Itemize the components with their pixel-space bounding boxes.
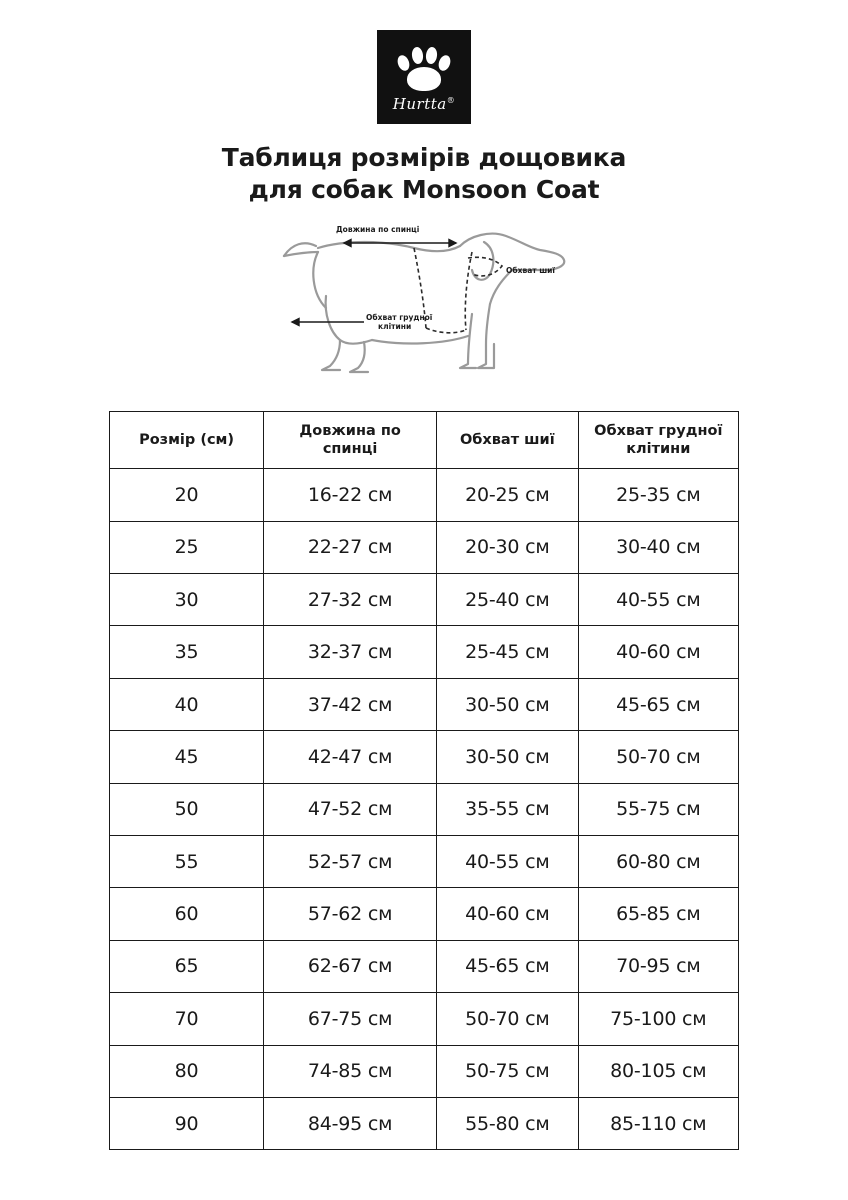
table-row <box>110 731 739 783</box>
cell-chest: 45-65 см <box>578 678 738 730</box>
cell-neck: 55-80 см <box>437 1097 579 1149</box>
cell-neck: 25-40 см <box>437 574 579 626</box>
hurtta-logo <box>377 30 471 124</box>
cell-size: 45 <box>110 731 264 783</box>
cell-size: 25 <box>110 521 264 573</box>
cell-chest: 50-70 см <box>578 731 738 783</box>
cell-neck: 30-50 см <box>437 678 579 730</box>
cell-neck: 45-65 см <box>437 940 579 992</box>
cell-neck: 50-70 см <box>437 993 579 1045</box>
brand-wordmark: Hurtta® <box>392 94 456 113</box>
header-size: Розмір (см) <box>110 412 264 469</box>
diagram-label-chest-line1: Обхват грудної <box>366 313 433 322</box>
table-row <box>110 626 739 678</box>
cell-chest: 40-55 см <box>578 574 738 626</box>
cell-size: 90 <box>110 1097 264 1149</box>
cell-back-length: 84-95 см <box>264 1097 437 1149</box>
table-row <box>110 783 739 835</box>
cell-size: 50 <box>110 783 264 835</box>
dog-outline-illustration <box>244 218 604 398</box>
header-back-length-line2: спинці <box>322 441 378 458</box>
table-row <box>110 940 739 992</box>
cell-back-length: 52-57 см <box>264 835 437 887</box>
size-table-body <box>110 469 739 1150</box>
table-header-row <box>110 412 739 469</box>
header-chest-line1: Обхват грудної <box>594 423 723 439</box>
cell-neck: 40-55 см <box>437 835 579 887</box>
cell-back-length: 22-27 см <box>264 521 437 573</box>
cell-size: 55 <box>110 835 264 887</box>
cell-size: 65 <box>110 940 264 992</box>
cell-chest: 25-35 см <box>578 469 738 521</box>
cell-chest: 30-40 см <box>578 521 738 573</box>
table-row <box>110 1045 739 1097</box>
table-row <box>110 993 739 1045</box>
cell-chest: 80-105 см <box>578 1045 738 1097</box>
cell-back-length: 42-47 см <box>264 731 437 783</box>
cell-chest: 70-95 см <box>578 940 738 992</box>
table-row <box>110 678 739 730</box>
cell-neck: 40-60 см <box>437 888 579 940</box>
page-title-line-2: для собак Monsoon Coat <box>248 175 600 204</box>
cell-chest: 75-100 см <box>578 993 738 1045</box>
cell-size: 40 <box>110 678 264 730</box>
table-row <box>110 574 739 626</box>
cell-back-length: 27-32 см <box>264 574 437 626</box>
diagram-label-back-length: Довжина по спинці <box>336 225 420 234</box>
cell-size: 60 <box>110 888 264 940</box>
measurement-diagram <box>0 218 848 403</box>
cell-chest: 85-110 см <box>578 1097 738 1149</box>
header-back-length-line1: Довжина по <box>299 423 401 439</box>
cell-size: 20 <box>110 469 264 521</box>
cell-back-length: 37-42 см <box>264 678 437 730</box>
cell-chest: 60-80 см <box>578 835 738 887</box>
table-row <box>110 469 739 521</box>
cell-back-length: 57-62 см <box>264 888 437 940</box>
header-neck: Обхват шиї <box>437 412 579 469</box>
cell-chest: 65-85 см <box>578 888 738 940</box>
table-row <box>110 1097 739 1149</box>
table-row <box>110 835 739 887</box>
cell-size: 30 <box>110 574 264 626</box>
cell-neck: 25-45 см <box>437 626 579 678</box>
size-table-container <box>109 411 739 1150</box>
cell-back-length: 62-67 см <box>264 940 437 992</box>
size-table-head <box>110 412 739 469</box>
paw-icon <box>396 46 452 92</box>
header-back-length <box>264 412 437 469</box>
cell-neck: 20-25 см <box>437 469 579 521</box>
header-chest <box>578 412 738 469</box>
cell-chest: 55-75 см <box>578 783 738 835</box>
cell-back-length: 67-75 см <box>264 993 437 1045</box>
page-title <box>104 142 744 206</box>
cell-size: 80 <box>110 1045 264 1097</box>
cell-chest: 40-60 см <box>578 626 738 678</box>
diagram-label-chest-line2: клітини <box>378 322 412 331</box>
page-title-line-1: Таблиця розмірів дощовика <box>221 143 627 172</box>
brand-logo-container <box>0 0 848 124</box>
table-row <box>110 888 739 940</box>
diagram-label-neck: Обхват шиї <box>506 266 556 275</box>
cell-back-length: 32-37 см <box>264 626 437 678</box>
cell-back-length: 47-52 см <box>264 783 437 835</box>
size-table <box>109 411 739 1150</box>
cell-neck: 30-50 см <box>437 731 579 783</box>
registered-mark: ® <box>446 95 456 105</box>
table-row <box>110 521 739 573</box>
header-chest-line2: клітини <box>626 441 691 458</box>
cell-back-length: 74-85 см <box>264 1045 437 1097</box>
cell-neck: 35-55 см <box>437 783 579 835</box>
cell-size: 70 <box>110 993 264 1045</box>
cell-neck: 50-75 см <box>437 1045 579 1097</box>
cell-size: 35 <box>110 626 264 678</box>
cell-back-length: 16-22 см <box>264 469 437 521</box>
cell-neck: 20-30 см <box>437 521 579 573</box>
